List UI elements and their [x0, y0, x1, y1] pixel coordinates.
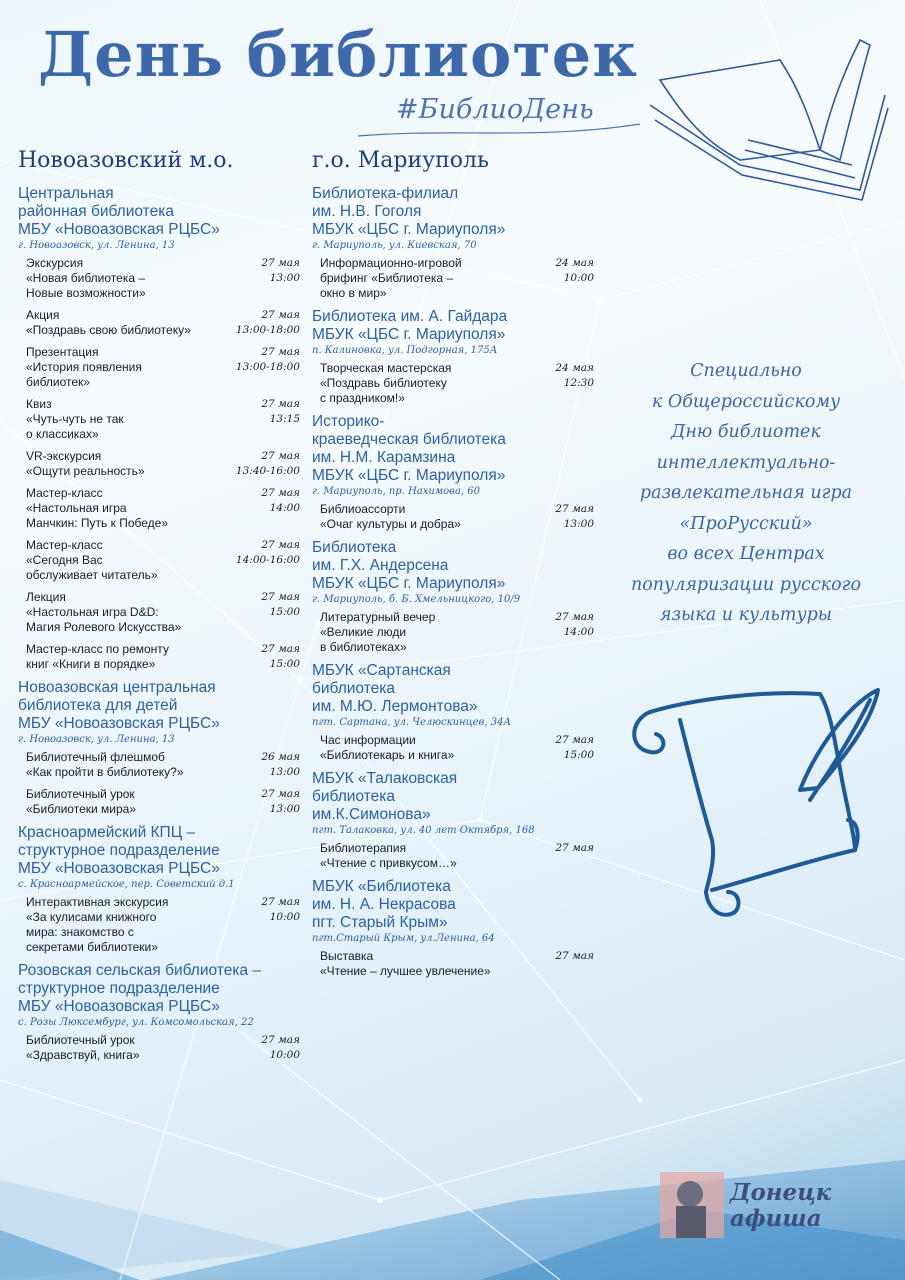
event-datetime: 27 мая [555, 842, 594, 854]
event-row [26, 1033, 300, 1063]
event-row [26, 787, 300, 817]
library-address: пгт. Талаковка, ул. 40 лет Октября, 168 [312, 825, 535, 836]
event-row [26, 895, 300, 955]
event-row [26, 486, 300, 531]
event-datetime: 27 мая 13:00-18:00 [235, 309, 300, 336]
library-address: п. Калиновка, ул. Подгорная, 175А [312, 345, 498, 356]
promo-line: Специально [690, 361, 802, 381]
event-datetime: 27 мая [555, 950, 594, 962]
open-book-icon [650, 40, 888, 200]
event-datetime: 24 мая 12:30 [555, 362, 594, 389]
event-datetime: 27 мая 14:00-16:00 [235, 539, 300, 566]
logo-line: афиша [730, 1205, 822, 1232]
library-name: Красноармейский КПЦ – структурное подразделение МБУ «Новоазовская РЦБС» [18, 824, 220, 877]
page-title: День библиотек [38, 18, 639, 91]
event-title: Час информации «Библиотекарь и книга» [320, 733, 455, 762]
event-title: Лекция «Настольная игра D&D: Магия Ролевого Искусства» [26, 590, 182, 634]
library-name: МБУК «Сартанская библиотека им. М.Ю. Лермонтова» [312, 662, 478, 715]
event-datetime: 27 мая 10:00 [261, 1034, 300, 1061]
library-name: Библиотека-филиал им. Н.В. Гоголя МБУК «ЦБС г. Мариуполя» [312, 185, 506, 238]
library-entry [312, 539, 594, 655]
region-heading: г.о. Мариуполь [312, 148, 489, 173]
event-row [26, 449, 300, 479]
event-datetime: 27 мая 13:40-16:00 [235, 450, 300, 477]
library-address: с. Розы Люксембург, ул. Комсомольская, 22 [18, 1017, 254, 1028]
logo-figure-icon [660, 1172, 724, 1238]
event-title: Презентация «История появления библиотек» [26, 345, 142, 389]
donetsk-afisha-logo [660, 1172, 860, 1242]
event-row [26, 642, 300, 672]
event-row [26, 590, 300, 635]
scroll-quill-icon [634, 690, 878, 915]
library-name: Новоазовская центральная библиотека для детей МБУ «Новоазовская РЦБС» [18, 679, 220, 732]
library-entry [18, 962, 300, 1063]
event-row [26, 308, 300, 338]
event-datetime: 27 мая 13:00 [261, 257, 300, 284]
event-datetime: 27 мая 13:00-18:00 [235, 346, 300, 373]
library-entry [312, 185, 594, 301]
left-column [18, 148, 300, 1070]
event-datetime: 27 мая 13:00 [555, 503, 594, 530]
event-row [26, 345, 300, 390]
promo-line: «ПроРусский» [679, 513, 813, 534]
library-name: МБУК «Библиотека им. Н. А. Некрасова пгт. Старый Крым» [312, 878, 456, 931]
event-title: Экскурсия «Новая библиотека – Новые возможности» [26, 256, 146, 300]
event-row [26, 750, 300, 780]
middle-column [312, 148, 594, 986]
hashtag: #БиблиоДень [396, 94, 594, 125]
event-title: Библиотечный флешмоб «Как пройти в библиотеку?» [26, 750, 184, 779]
library-entry [312, 308, 594, 406]
region-heading: Новоазовский м.о. [18, 148, 234, 173]
event-title: Библиоассорти «Очаг культуры и добра» [320, 502, 461, 531]
event-row [320, 841, 594, 871]
event-datetime: 27 мая 15:00 [261, 643, 300, 670]
event-title: VR-экскурсия «Ощути реальность» [26, 449, 145, 478]
library-entry [18, 679, 300, 817]
logo-line: Донецк [730, 1179, 832, 1206]
library-entry [312, 878, 594, 979]
library-address: г. Новоазовск, ул. Ленина, 13 [18, 734, 175, 745]
promo-line: во всех Центрах [667, 544, 825, 564]
event-datetime: 27 мая 13:00 [261, 788, 300, 815]
event-datetime: 24 мая 10:00 [555, 257, 594, 284]
promo-text [612, 356, 880, 631]
promo-line: к Общероссийскому [651, 391, 841, 412]
library-entry [312, 770, 594, 871]
library-name: Библиотека им. Г.Х. Андерсена МБУК «ЦБС г. Мариуполя» [312, 539, 506, 592]
event-datetime: 26 мая 13:00 [261, 751, 300, 778]
event-title: Библиотерапия «Чтение с привкусом…» [320, 841, 457, 870]
event-title: Библиотечный урок «Здравствуй, книга» [26, 1033, 140, 1062]
library-entry [312, 413, 594, 532]
event-title: Творческая мастерская «Поздравь библиотеку с праздником!» [320, 361, 452, 405]
event-title: Интерактивная экскурсия «За кулисами книжного мира: знакомство с секретами библиотеки» [26, 895, 169, 954]
event-row [26, 256, 300, 301]
event-row [320, 256, 594, 301]
library-entry [18, 185, 300, 672]
event-title: Мастер-класс по ремонту книг «Книги в порядке» [26, 642, 169, 671]
event-row [320, 502, 594, 532]
event-title: Мастер-класс «Сегодня Вас обслуживает читатель» [26, 538, 158, 582]
library-name: МБУК «Талаковская библиотека им.К.Симонова» [312, 770, 458, 823]
event-datetime: 27 мая 10:00 [261, 896, 300, 923]
event-title: Квиз «Чуть-чуть не так о классиках» [26, 397, 124, 441]
library-address: пгт.Старый Крым, ул.Ленина, 64 [312, 933, 495, 944]
event-title: Акция «Поздравь свою библиотеку» [26, 308, 191, 337]
event-datetime: 27 мая 14:00 [261, 487, 300, 514]
library-address: г. Мариуполь, б. Б. Хмельницкого, 10/9 [312, 594, 521, 605]
event-row [320, 949, 594, 979]
library-address: пгт. Сартана, ул. Челюскинцев, 34А [312, 717, 512, 728]
event-row [320, 733, 594, 763]
event-title: Выставка «Чтение – лучшее увлечение» [320, 949, 491, 978]
promo-line: развлекательная игра [639, 483, 853, 503]
library-address: г. Мариуполь, пр. Нахимова, 60 [312, 486, 481, 497]
event-datetime: 27 мая 15:00 [555, 734, 594, 761]
event-title: Мастер-класс «Настольная игра Манчкин: Путь к Победе» [26, 486, 169, 530]
event-row [26, 538, 300, 583]
event-row [320, 610, 594, 655]
event-title: Библиотечный урок «Библиотеки мира» [26, 787, 136, 816]
event-datetime: 27 мая 14:00 [555, 611, 594, 638]
promo-line: языка и культуры [659, 605, 833, 625]
event-title: Информационно-игровой брифинг «Библиотека – окно в мир» [320, 256, 462, 300]
library-name: Розовская сельская библиотека – структурное подразделение МБУ «Новоазовская РЦБС» [18, 962, 261, 1015]
library-address: г. Новоазовск, ул. Ленина, 13 [18, 240, 175, 251]
library-address: с. Красноармейское, пер. Советский д.1 [18, 879, 235, 890]
event-datetime: 27 мая 15:00 [261, 591, 300, 618]
library-name: Библиотека им. А. Гайдара МБУК «ЦБС г. Мариуполя» [312, 308, 508, 343]
library-address: г. Мариуполь, ул. Киевская, 70 [312, 240, 477, 251]
promo-line: популяризации русского [630, 574, 862, 595]
promo-line: интеллектуально- [656, 452, 836, 473]
library-entry [312, 662, 594, 763]
library-entry [18, 824, 300, 955]
event-row [320, 361, 594, 406]
event-datetime: 27 мая 13:15 [261, 398, 300, 425]
promo-line: Дню библиотек [671, 422, 821, 442]
event-row [26, 397, 300, 442]
library-name: Историко- краеведческая библиотека им. Н.М. Карамзина МБУК «ЦБС г. Мариуполя» [312, 413, 506, 484]
event-title: Литературный вечер «Великие люди в библиотеках» [320, 610, 436, 654]
library-name: Центральная районная библиотека МБУ «Новоазовская РЦБС» [18, 185, 220, 238]
